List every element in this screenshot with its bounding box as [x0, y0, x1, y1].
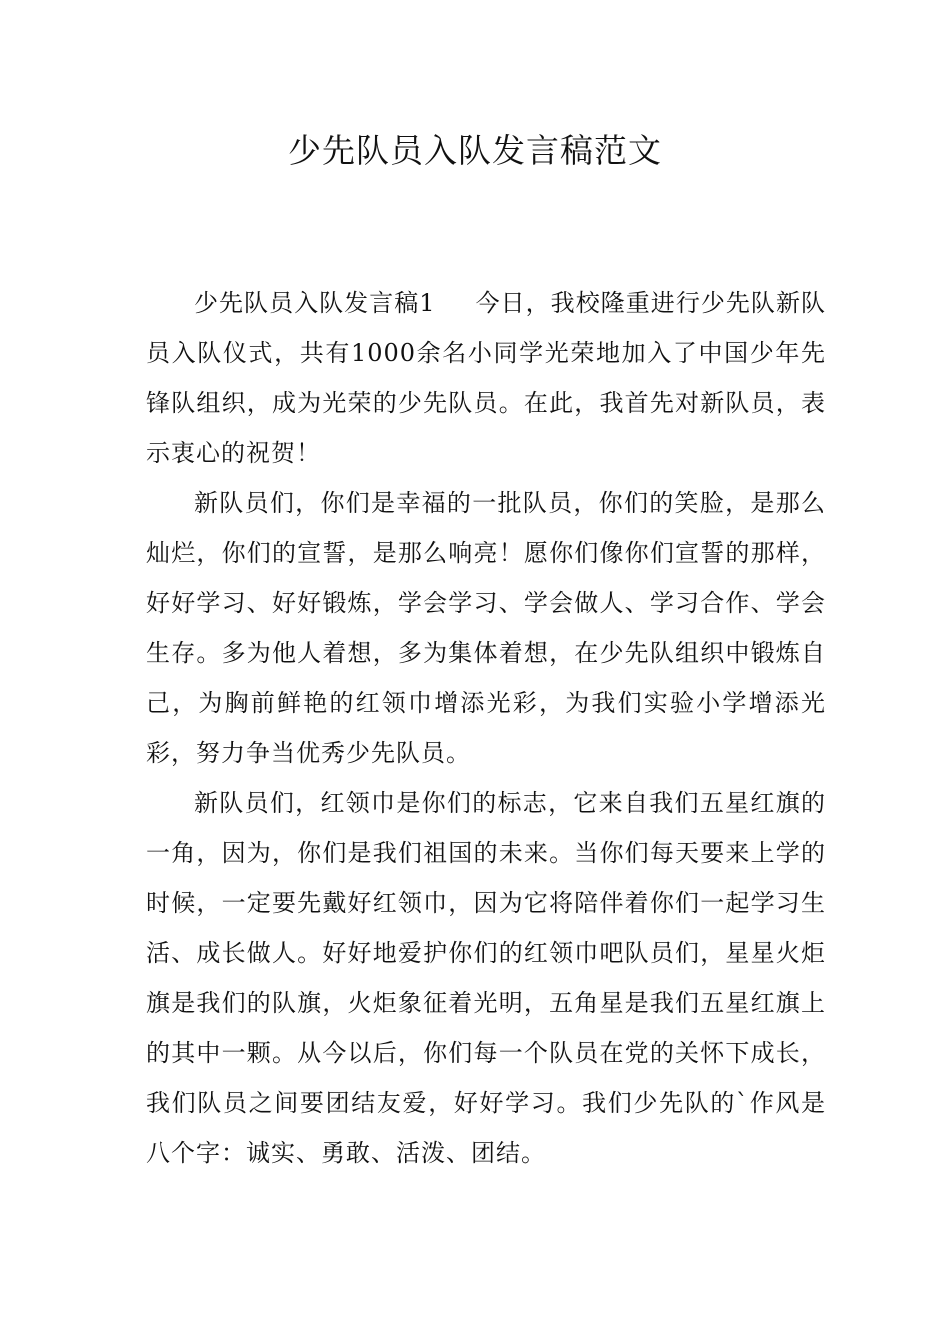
document-body	[146, 278, 826, 1178]
page-title: 少先队员入队发言稿范文	[288, 131, 662, 170]
paragraph-3: 新队员们，红领巾是你们的标志，它来自我们五星红旗的一角，因为，你们是我们祖国的未来。当你们每天要来上学的时候，一定要先戴好红领巾，因为它将陪伴着你们一起学习生活、成长做人。好好地爱护你们的红领巾吧队员们，星星火炬旗是我们的队旗，火炬象征着光明，五角星是我们五星红旗上的其中一颗。从今以后，你们每一个队员在党的关怀下成长，我们队员之间要团结友爱，好好学习。我们少先队的`作风是八个字：诚实、勇敢、活泼、团结。	[146, 789, 826, 1167]
paragraph-text: 今日，我校隆重进行少先队新队员入队仪式，共有1000余名小同学光荣地加入了中国少年先锋队组织，成为光荣的少先队员。在此，我首先对新队员，表示衷心的祝贺！	[146, 289, 826, 467]
section-heading: 少先队员入队发言稿1	[194, 289, 436, 317]
paragraph-2: 新队员们，你们是幸福的一批队员，你们的笑脸，是那么灿烂，你们的宣誓，是那么响亮！愿你们像你们宣誓的那样，好好学习、好好锻炼，学会学习、学会做人、学习合作、学会生存。多为他人着想，多为集体着想，在少先队组织中锻炼自己，为胸前鲜艳的红领巾增添光彩，为我们实验小学增添光彩，努力争当优秀少先队员。	[146, 489, 826, 767]
paragraph-1	[146, 278, 826, 478]
